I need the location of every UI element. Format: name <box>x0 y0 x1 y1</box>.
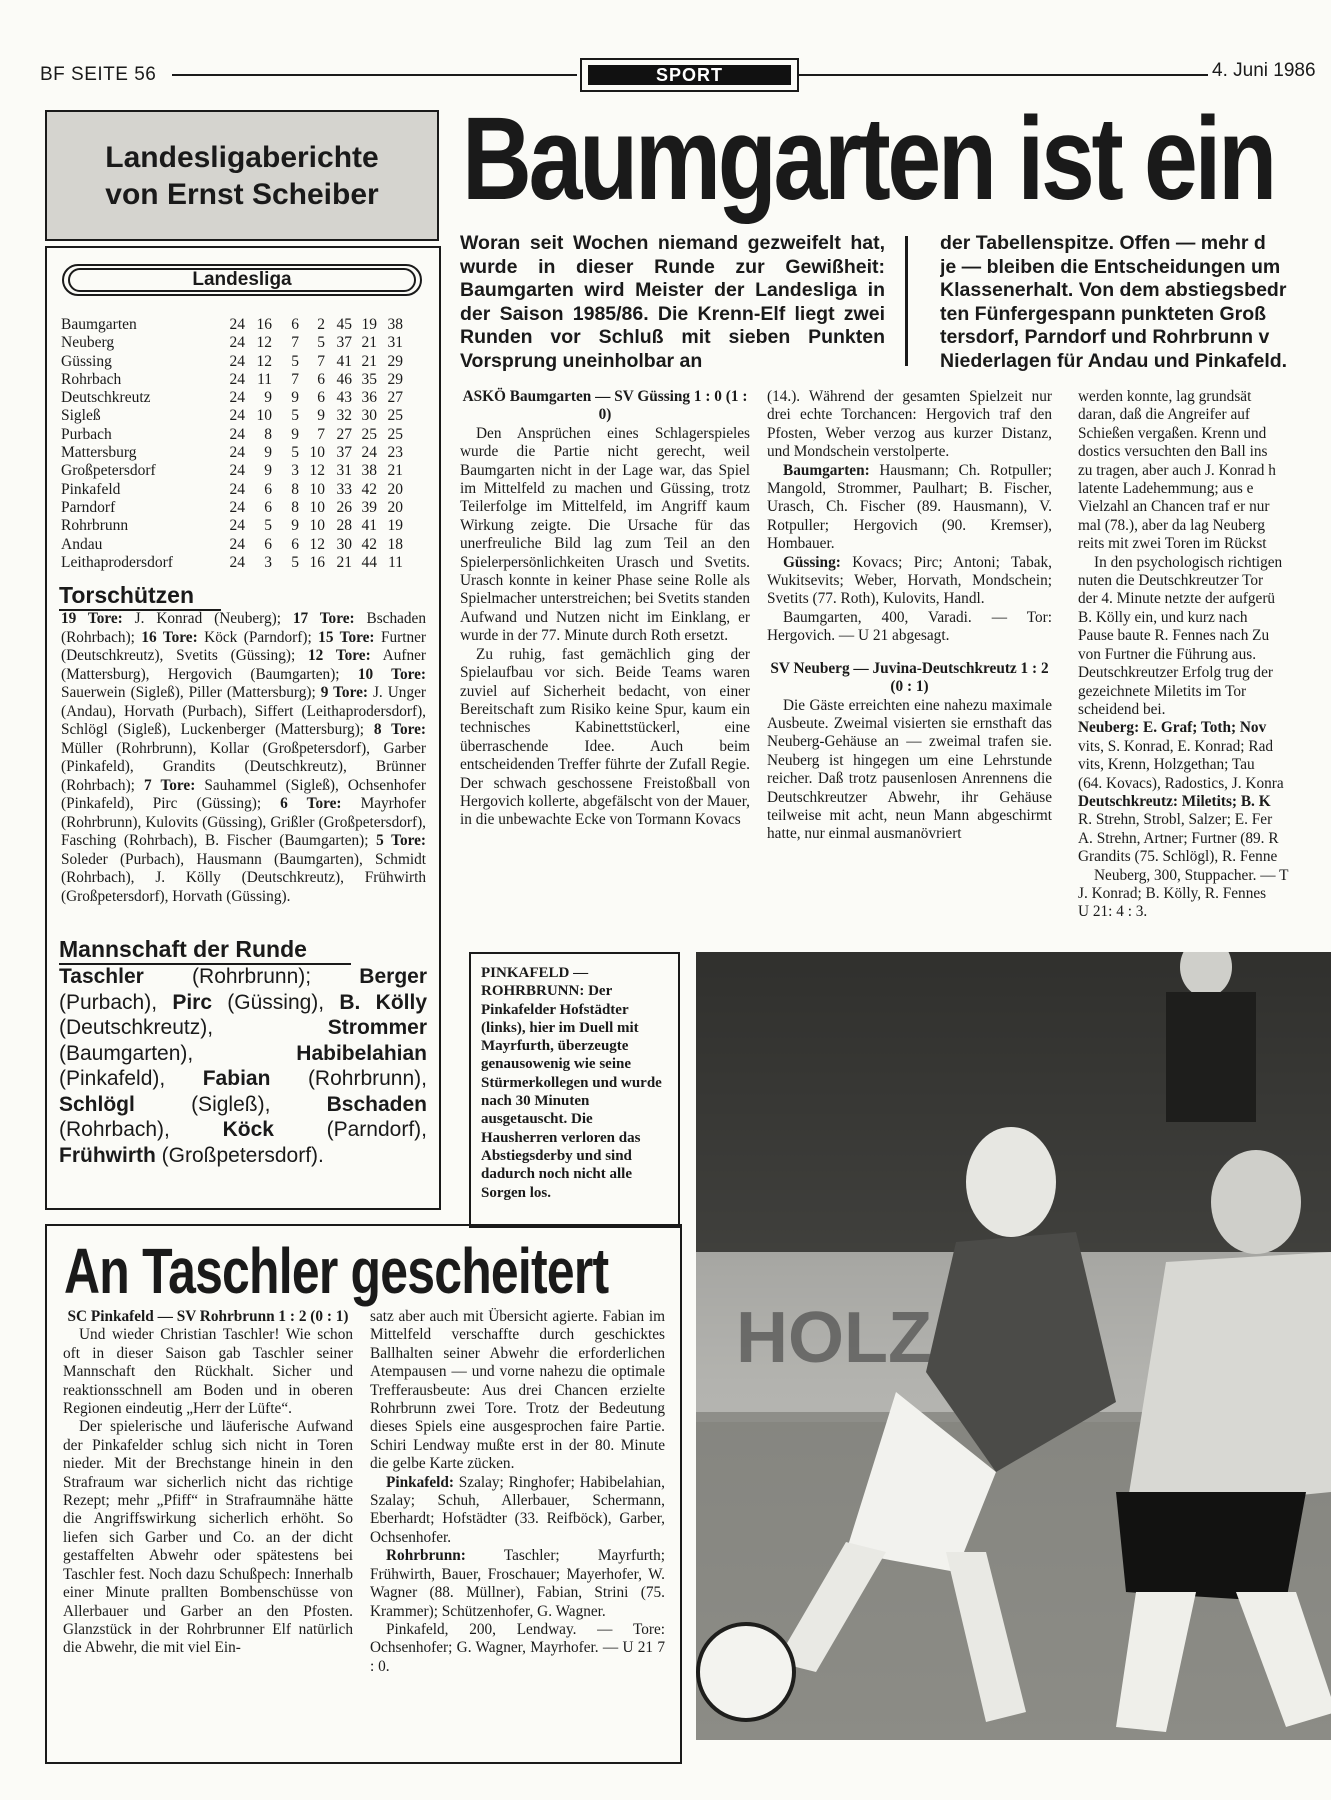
stat-sp: 24 <box>229 444 245 462</box>
column-3-line: R. Strehn, Strobl, Salzer; E. Fer <box>1078 811 1273 829</box>
stat-tm: 25 <box>361 425 377 443</box>
stat-tp: 43 <box>336 389 352 407</box>
photo-caption: PINKAFELD — ROHRBRUNN: Der Pinkafelder Hofstädter (links), hier im Duell mit Mayrfurth, überzeugte genausowenig wie seine Stürmerkollegen und wurde nach 30 Minuten ausgetauscht. Die Hausherren verloren das Abstiegsderby und sind dadurch noch nicht alle Sorgen los. <box>481 965 662 1201</box>
team-name: Großpetersdorf <box>61 462 156 480</box>
column-3-line: dostics versuchten den Ball ins <box>1078 443 1268 461</box>
column-3-line: latente Ladehemmung; aus e <box>1078 480 1254 498</box>
lead-column-1: Woran seit Wochen niemand gezweifelt hat, wurde in dieser Runde zur Gewißheit: Baumgarten wird Meister der Landesliga in der Saison 1985/86. Die Krenn-Elf liegt zwei Runden vor Schluß mit sieben Punkten Vorsprung uneinholbar an <box>460 232 885 372</box>
standings-row <box>61 426 426 444</box>
match-photo-image <box>696 952 1331 1740</box>
stat-p: 25 <box>387 425 403 443</box>
photo-caption-box <box>469 952 680 1228</box>
stat-tm: 42 <box>361 535 377 553</box>
paragraph: (14.). Während der gesamten Spielzeit nur drei echte Torchancen: Hergovich traf den Pfosten, Weber verzog aus kurzer Distanz, und Mondschein verstolperte. <box>767 388 1052 461</box>
column-3-line: zu tragen, aber auch J. Konrad h <box>1078 461 1276 479</box>
stat-tm: 21 <box>361 334 377 352</box>
stat-u: 8 <box>291 498 299 516</box>
stat-p: 31 <box>387 334 403 352</box>
stat-tp: 41 <box>336 352 352 370</box>
stat-p: 29 <box>387 352 403 370</box>
column-3-line: Pause baute R. Fennes nach Zu <box>1078 627 1270 645</box>
stat-n: 12 <box>309 462 325 480</box>
stat-tm: 41 <box>361 517 377 535</box>
stat-tm: 19 <box>361 316 377 333</box>
stat-n: 7 <box>317 352 325 370</box>
wall-text: HOLZ <box>736 1298 932 1378</box>
stat-tm: 35 <box>361 370 377 388</box>
article1-column-1 <box>460 388 750 830</box>
article2-column-1 <box>63 1308 353 1658</box>
stat-sp: 24 <box>229 334 245 352</box>
stat-n: 10 <box>309 480 325 498</box>
stat-u: 5 <box>291 553 299 571</box>
stat-s: 16 <box>256 316 272 333</box>
column-3-line: Grandits (75. Schlögl), R. Fenne <box>1078 848 1278 866</box>
stat-s: 12 <box>256 334 272 352</box>
stat-tm: 44 <box>361 553 377 571</box>
stat-tp: 27 <box>336 425 352 443</box>
stat-tm: 30 <box>361 407 377 425</box>
column-3-line: nuten die Deutschkreutzer Tor <box>1078 572 1264 590</box>
standings-row <box>61 517 426 535</box>
author-line-1: Landesligaberichte <box>105 140 379 174</box>
team-name: Baumgarten <box>61 316 137 333</box>
column-3-line: Neuberg, 300, Stuppacher. — T <box>1094 866 1289 884</box>
stat-n: 9 <box>317 407 325 425</box>
standings-row <box>61 371 426 389</box>
issue-date: 4. Juni 1986 <box>1212 60 1316 81</box>
stat-s: 9 <box>264 462 272 480</box>
paragraph: Den Ansprüchen eines Schlagerspieles wurde die Partie nicht gerecht, weil Baumgarten nicht in der Lage war, das Spiel im Mittelfeld zu machen und Güssing, trotz Teilerfolge im Mittelfeld, im Angriff kaum Wirkung zeigte. Die Ursache für das unerfreuliche Bild lag zum Teil an den Spielerpersönlichkeiten Urasch und Svetits. Urasch konnte in keiner Phase seine Rolle als Spielmacher unterstreichen; bei Svetits standen Aufwand und Nutzen nicht im Einklang, er wurde in der 77. Minute durch Roth ersetzt. <box>460 424 750 645</box>
team-of-round-list: Taschler (Rohrbrunn); Berger (Purbach), Pirc (Güssing), B. Kölly (Deutschkreutz), Strommer (Baumgarten), Habibelahian (Pinkafeld), Fabian (Rohrbrunn), Schlögl (Sigleß), Bschaden (Rohrbach), Köck (Parndorf), Frühwirth (Großpetersdorf). <box>59 965 427 1167</box>
stat-tm: 38 <box>361 462 377 480</box>
stat-tp: 31 <box>336 462 352 480</box>
team-name: Mattersburg <box>61 444 137 462</box>
stat-s: 6 <box>264 498 272 516</box>
stat-n: 6 <box>317 370 325 388</box>
stat-s: 6 <box>264 535 272 553</box>
paragraph: Und wieder Christian Taschler! Wie schon oft in dieser Saison gab Taschler seiner Mannschaft den Rückhalt. Sicher und reaktionsschnell am Boden und in oberen Regionen eindeutig „Herr der Lüfte“. <box>63 1326 353 1418</box>
stat-s: 5 <box>264 517 272 535</box>
column-3-line: von Furtner die Führung aus. <box>1078 645 1257 663</box>
column-3-line: A. Strehn, Artner; Furtner (89. R <box>1078 829 1279 847</box>
stat-u: 7 <box>291 334 299 352</box>
stat-u: 6 <box>291 316 299 333</box>
standings-row <box>61 316 426 334</box>
column-3-line: der 4. Minute netzte der aufgerü <box>1078 590 1276 608</box>
stat-s: 12 <box>256 352 272 370</box>
team-name: Parndorf <box>61 498 116 516</box>
stat-n: 2 <box>317 316 325 333</box>
stat-u: 5 <box>291 352 299 370</box>
page-number: BF SEITE 56 <box>40 64 157 85</box>
stat-tp: 28 <box>336 517 352 535</box>
column-3-line: (64. Kovacs), Radostics, J. Konra <box>1078 774 1284 792</box>
stat-p: 25 <box>387 407 403 425</box>
column-3-line: Vielzahl an Chancen traf er nur <box>1078 498 1270 516</box>
column-3-line: J. Konrad; B. Kölly, R. Fennes <box>1078 884 1267 902</box>
column-3-line: Schießen vergaßen. Krenn und <box>1078 424 1267 442</box>
paragraph: Die Gäste erreichten eine nahezu maximale Ausbeute. Zweimal visierten sie ernsthaft das Neuberg-Gehäuse an — zweimal trafen sie. Neuberg ist hingegen um eine Lehrstunde reicher. Daß trotz pausenlosen Anrennens die Deutschkreutzer Abwehr, ihr Gehäuse teilweise mit acht, neun Mann abgeschirmt hatte, nur einmal ausmanövriert <box>767 696 1052 843</box>
column-3-line: gezeichnete Miletits im Tor <box>1078 682 1247 700</box>
standings-row <box>61 462 426 480</box>
match-stats: Baumgarten, 400, Varadi. — Tor: Hergovich. — U 21 abgesagt. <box>767 608 1052 645</box>
column-3-line: B. Kölly ein, und kurz nach <box>1078 608 1248 626</box>
stat-p: 20 <box>387 480 403 498</box>
stat-sp: 24 <box>229 517 245 535</box>
stat-s: 11 <box>257 370 272 388</box>
section-label: SPORT <box>588 65 791 85</box>
lineup-pinkafeld: Pinkafeld: Szalay; Ringhofer; Habibelahian, Szalay; Schuh, Allerbauer, Schermann, Eberhardt; Hofstädter (33. Reifböck), Garber, Ochsenhofer. <box>370 1473 665 1546</box>
match-heading-pinkafeld-rohrbrunn: SC Pinkafeld — SV Rohrbrunn 1 : 2 (0 : 1) <box>67 1308 349 1325</box>
standings-row <box>61 554 426 572</box>
stat-p: 19 <box>387 517 403 535</box>
standings-row <box>61 353 426 371</box>
stat-tm: 24 <box>361 444 377 462</box>
stat-tm: 39 <box>361 498 377 516</box>
article2-headline: An Taschler gescheitert <box>64 1235 609 1307</box>
league-title-pill <box>62 264 422 296</box>
stat-p: 23 <box>387 444 403 462</box>
stat-sp: 24 <box>229 535 245 553</box>
standings-box <box>45 246 441 1210</box>
team-name: Rohrbrunn <box>61 517 129 535</box>
stat-u: 3 <box>291 462 299 480</box>
match-heading-baumgarten-guessing: ASKÖ Baumgarten — SV Güssing 1 : 0 (1 : 0) <box>462 388 748 424</box>
stat-u: 9 <box>291 389 299 407</box>
header-rule-right <box>798 74 1208 76</box>
stat-n: 7 <box>317 425 325 443</box>
stat-tp: 46 <box>336 370 352 388</box>
stat-tp: 32 <box>336 407 352 425</box>
stat-sp: 24 <box>229 425 245 443</box>
stat-sp: 24 <box>229 389 245 407</box>
match-photo <box>696 952 1331 1740</box>
stat-p: 11 <box>388 553 403 571</box>
stat-sp: 24 <box>229 407 245 425</box>
stat-sp: 24 <box>229 498 245 516</box>
stat-u: 9 <box>291 517 299 535</box>
stat-s: 9 <box>264 444 272 462</box>
stat-tp: 37 <box>336 334 352 352</box>
column-3-line: Neuberg: E. Graf; Toth; Nov <box>1078 719 1267 737</box>
stat-n: 10 <box>309 517 325 535</box>
team-of-round-title: Mannschaft der Runde <box>59 936 307 962</box>
stat-p: 21 <box>387 462 403 480</box>
standings-row <box>61 499 426 517</box>
column-3-line: mal (78.), aber da lag Neuberg <box>1078 516 1266 534</box>
team-name: Güssing <box>61 352 112 370</box>
lead-divider <box>905 236 908 366</box>
stat-sp: 24 <box>229 462 245 480</box>
stat-s: 8 <box>264 425 272 443</box>
main-headline: Baumgarten ist ein <box>462 93 1274 225</box>
lineup-guessing: Güssing: Kovacs; Pirc; Antoni; Tabak, Wukitsevits; Weber, Horvath, Mondschein; Svetits (77. Roth), Kulovits, Handl. <box>767 553 1052 608</box>
stat-p: 38 <box>387 316 403 333</box>
stat-sp: 24 <box>229 352 245 370</box>
stat-p: 29 <box>387 370 403 388</box>
column-3-line: U 21: 4 : 3. <box>1078 903 1148 921</box>
standings-table <box>61 316 426 572</box>
stat-tp: 21 <box>336 553 352 571</box>
stat-p: 18 <box>387 535 403 553</box>
column-3-line: vits, S. Konrad, E. Konrad; Rad <box>1078 737 1274 755</box>
league-title: Landesliga <box>68 268 416 292</box>
team-name: Sigleß <box>61 407 101 425</box>
stat-u: 5 <box>291 444 299 462</box>
stat-u: 8 <box>291 480 299 498</box>
stat-s: 3 <box>264 553 272 571</box>
team-name: Leithaprodersdorf <box>61 553 173 571</box>
stat-sp: 24 <box>229 480 245 498</box>
match-heading-neuberg-deutschkreutz: SV Neuberg — Juvina-Deutschkreutz 1 : 2 (0 : 1) <box>770 659 1049 696</box>
stat-n: 16 <box>309 553 325 571</box>
stat-u: 7 <box>291 370 299 388</box>
stat-u: 6 <box>291 535 299 553</box>
stat-s: 9 <box>264 389 272 407</box>
author-line-2: von Ernst Scheiber <box>105 177 379 211</box>
column-3-line: scheidend bei. <box>1078 700 1166 718</box>
stat-sp: 24 <box>229 316 245 333</box>
paragraph: Zu ruhig, fast gemächlich ging der Spielaufbau vor sich. Beide Teams waren zuviel auf Sicherheit bedacht, von einer Bereitschaft zum Risiko keine Spur, kaum ein technisches Kabinettstückerl, eine überraschende Idee. Auch beim entscheidenden Treffer führte der Zufall Regie. Der schwach geschossene Freistoßball von Hergovich kollerte, abgefälscht von der Mauer, in die unbewachte Ecke von Tormann Kovacs <box>460 645 750 829</box>
standings-row <box>61 536 426 554</box>
stat-s: 10 <box>256 407 272 425</box>
stat-tp: 33 <box>336 480 352 498</box>
column-3-line: In den psychologisch richtigen <box>1094 553 1283 571</box>
article2-column-2 <box>370 1308 665 1676</box>
paragraph: satz aber auch mit Übersicht agierte. Fabian im Mittelfeld verschaffte durch geschicktes Ballhalten seiner Abwehr die erforderlichen Atempausen — und vorne nahezu die optimale Trefferausbeute: Aus drei Chancen erzielte Rohrbrunn zwei Tore. Trotz der Bedeutung dieses Spiels eine ausgesprochen faire Partie. Schiri Lendway mußte erst in der 80. Minute die gelbe Karte zücken. <box>370 1308 665 1473</box>
lineup-rohrbrunn: Rohrbrunn: Taschler; Mayrfurth; Frühwirth, Bauer, Froschauer; Mayerhofer, W. Wagner (88. Müllner), Fabian, Strini (75. Krammer); Schützenhofer, G. Wagner. <box>370 1547 665 1620</box>
stat-tm: 42 <box>361 480 377 498</box>
article1-column-2 <box>767 388 1052 844</box>
standings-row <box>61 481 426 499</box>
stat-tp: 30 <box>336 535 352 553</box>
column-3-line: vits, Krenn, Holzgethan; Tau <box>1078 756 1255 774</box>
team-name: Neuberg <box>61 334 115 352</box>
author-box <box>45 110 439 241</box>
stat-u: 5 <box>291 407 299 425</box>
scorers-list: 19 Tore: J. Konrad (Neuberg); 17 Tore: Bschaden (Rohrbach); 16 Tore: Köck (Parndorf); 15 Tore: Furtner (Deutschkreutz), Svetits (Güssing); 12 Tore: Aufner (Mattersburg), Hergovich (Baumgarten); 10 Tore: Sauerwein (Sigleß), Piller (Mattersburg); 9 Tore: J. Unger (Andau), Horvath (Purbach), Siffert (Leithaprodersdorf), Schlögl (Sigleß), Luckenberger (Mattersburg); 8 Tore: Müller (Rohrbrunn), Kollar (Großpetersdorf), Garber (Pinkafeld), Grandits (Deutschkreutz), Brünner (Rohrbach); 7 Tore: Sauhammel (Sigleß), Ochsenhofer (Pinkafeld), Pirc (Güssing); 6 Tore: Mayrhofer (Rohrbrunn), Kulovits (Güssing), Grißler (Großpetersdorf), Fasching (Rohrbach), B. Fischer (Baumgarten); 5 Tore: Soleder (Purbach), Hausmann (Baumgarten), Schmidt (Rohrbach), J. Kölly (Deutschkreutz), Frühwirth (Großpetersdorf), Horvath (Güssing). <box>61 610 427 905</box>
column-3-line: reits mit zwei Toren im Rückst <box>1078 535 1267 553</box>
stat-p: 27 <box>387 389 403 407</box>
stat-tp: 26 <box>336 498 352 516</box>
stat-sp: 24 <box>229 553 245 571</box>
stat-n: 10 <box>309 444 325 462</box>
stat-p: 20 <box>387 498 403 516</box>
stat-tm: 36 <box>361 389 377 407</box>
stat-tp: 45 <box>336 316 352 333</box>
standings-row <box>61 389 426 407</box>
stat-n: 10 <box>309 498 325 516</box>
team-name: Rohrbach <box>61 370 122 388</box>
match-stats: Pinkafeld, 200, Lendway. — Tore: Ochsenhofer; G. Wagner, Mayrhofer. — U 21 7 : 0. <box>370 1620 665 1675</box>
lineup-baumgarten: Baumgarten: Hausmann; Ch. Rotpuller; Mangold, Strommer, Paulhart; B. Fischer, Urasch, Ch. Fischer (89. Hausmann), V. Rotpuller; Hergovich (90. Kremser), Hombauer. <box>767 461 1052 553</box>
stat-n: 5 <box>317 334 325 352</box>
column-3-line: werden konnte, lag grundsät <box>1078 388 1252 405</box>
stat-n: 6 <box>317 389 325 407</box>
standings-row <box>61 334 426 352</box>
article2-box <box>45 1224 682 1764</box>
team-name: Deutschkreutz <box>61 389 151 407</box>
stat-tm: 21 <box>361 352 377 370</box>
paragraph: Der spielerische und läuferische Aufwand der Pinkafelder schlug sich nicht in Toren nieder. Mit der Brechstange hinein in den Strafraum war sicherlich nicht das richtige Rezept; mehr „Pfiff“ in Strafraumnähe hätte die Angriffswirkung sicherlich erhöht. So liefen sich Garber und Co. an der dicht gestaffelten Abwehr oder spätestens bei Taschler fest. Noch dazu Schußpech: Innerhalb einer Minute prallten Bombenschüsse von Allerbauer und Garber an den Pfosten. Glanzstück in der Rohrbrunner Elf natürlich die Abwehr, die mit viel Ein- <box>63 1418 353 1657</box>
column-3-line: Deutschkreutzer Erfolg trug der <box>1078 664 1273 682</box>
team-name: Pinkafeld <box>61 480 121 498</box>
section-label-box <box>580 58 799 92</box>
column-3-line: daran, daß die Angreifer auf <box>1078 406 1251 424</box>
stat-n: 12 <box>309 535 325 553</box>
scorers-title: Torschützen <box>59 582 195 608</box>
header-rule-left <box>172 74 577 76</box>
stat-sp: 24 <box>229 370 245 388</box>
stat-s: 6 <box>264 480 272 498</box>
team-name: Purbach <box>61 425 112 443</box>
standings-row <box>61 444 426 462</box>
column-3-line: Deutschkreutz: Miletits; B. K <box>1078 792 1271 810</box>
stat-tp: 37 <box>336 444 352 462</box>
stat-u: 9 <box>291 425 299 443</box>
standings-row <box>61 407 426 425</box>
lead-column-2: der Tabellenspitze. Offen — mehr d je — bleiben die Entscheidungen um Klassenerhalt. Von dem abstiegsbedr ten Fünfergespann punkteten Groß tersdorf, Parndorf und Rohrbrunn v Niederlagen für Andau und Pinkafeld. <box>940 232 1288 372</box>
team-name: Andau <box>61 535 103 553</box>
article1-column-3 <box>1078 388 1331 922</box>
